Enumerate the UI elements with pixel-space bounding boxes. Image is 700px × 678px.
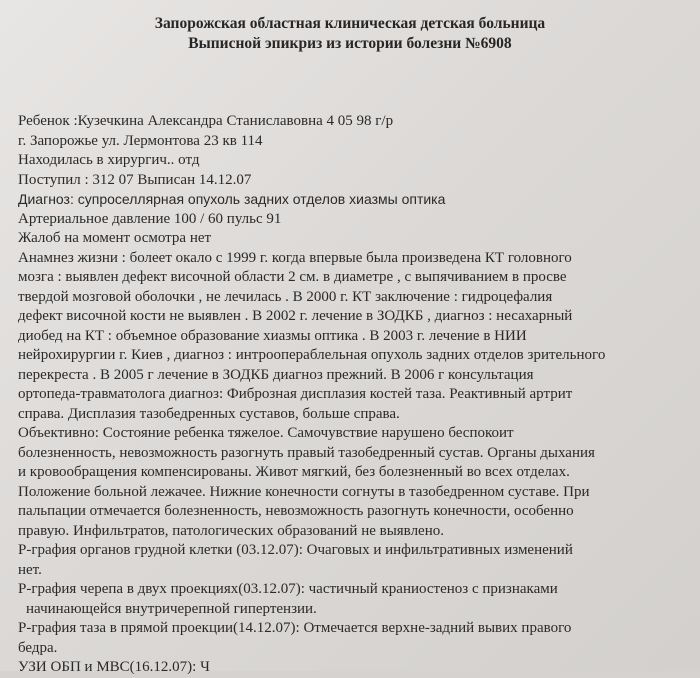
text-line: Р-графия органов грудной клетки (03.12.07): Очаговых и инфильтративных изменений xyxy=(18,542,573,558)
text-line: твердой мозговой оболочки , не лечилась . В 2000 г. КТ заключение : гидроцефалия xyxy=(18,288,553,305)
text-line: г. Запорожье ул. Лермонтова 23 кв 114 xyxy=(18,132,263,149)
text-line: нейрохирургии г. Киев , диагноз : интроопераблельная опухоль задних отделов зрительного xyxy=(18,347,606,363)
text-line: Объективно: Состояние ребенка тяжелое. Самочувствие нарушено беспокоит xyxy=(18,425,514,441)
text-line: ортопеда-травматолога диагноз: Фиброзная дисплазия костей таза. Реактивный артрит xyxy=(18,386,573,402)
text-line: справа. Дисплазия тазобедренных суставов, больше справа. xyxy=(18,405,400,422)
text-line: Положение больной лежачее. Нижние конечности согнуты в тазобедренном суставе. При xyxy=(18,483,590,500)
text-line: начинающейся внутричерепной гипертензии. xyxy=(26,600,317,617)
hospital-name: Запорожская областная клиническая детская больница xyxy=(154,15,546,32)
text-line: мозга : выявлен дефект височной области 2 см. в диаметре , с выпячиванием в просве xyxy=(18,269,567,285)
text-line: правую. Инфильтратов, патологических образований не выявлено. xyxy=(18,522,444,539)
document-header xyxy=(0,14,700,54)
text-line: Находилась в хирургич.. отд xyxy=(18,152,200,168)
text-line: Артериальное давление 100 / 60 пульс 91 xyxy=(18,210,282,227)
text-line: Р-графия таза в прямой проекции(14.12.07): Отмечается верхне-задний вывих правого xyxy=(18,620,572,636)
text-line: Анамнез жизни : болеет окало с 1999 г. когда впервые была произведена КТ головного xyxy=(18,249,572,266)
text-line: пальпации отмечается болезненность, невозможность разогнуть конечности, особенно xyxy=(18,503,574,519)
text-line: дефект височной кости не выявлен . В 2002 г. лечение в ЗОДКБ , диагноз : несахарный xyxy=(18,308,573,324)
text-line: Ребенок :Кузечкина Александра Станиславовна 4 05 98 г/р xyxy=(18,113,394,129)
document-body xyxy=(18,112,690,678)
document-title: Выписной эпикриз из истории болезни №6908 xyxy=(188,35,512,52)
text-line: Поступил : 312 07 Выписан 14.12.07 xyxy=(18,171,252,188)
text-line: Р-графия черепа в двух проекциях(03.12.07): частичный краниостеноз с признаками xyxy=(18,581,558,597)
text-line: Жалоб на момент осмотра нет xyxy=(18,230,212,246)
text-line: бедра. xyxy=(18,639,58,656)
text-line: диобед на КТ : объемное образование хиазмы оптика . В 2003 г. лечение в НИИ xyxy=(18,327,527,344)
text-line: перекреста . В 2005 г лечение в ЗОДКБ диагноз прежний. В 2006 г консультация xyxy=(18,366,534,383)
text-line: Диагноз: супроселлярная опухоль задних отделов хиазмы оптика xyxy=(18,191,446,207)
text-line: и кровообращения компенсированы. Живот мягкий, без болезненный во всех отделах. xyxy=(18,464,570,480)
text-line: болезненность, невозможность разогнуть правый тазобедренный сустав. Органы дыхания xyxy=(18,444,595,461)
text-line: УЗИ ОБП и МВС(16.12.07): Ч xyxy=(18,659,210,675)
text-line: нет. xyxy=(18,561,42,578)
